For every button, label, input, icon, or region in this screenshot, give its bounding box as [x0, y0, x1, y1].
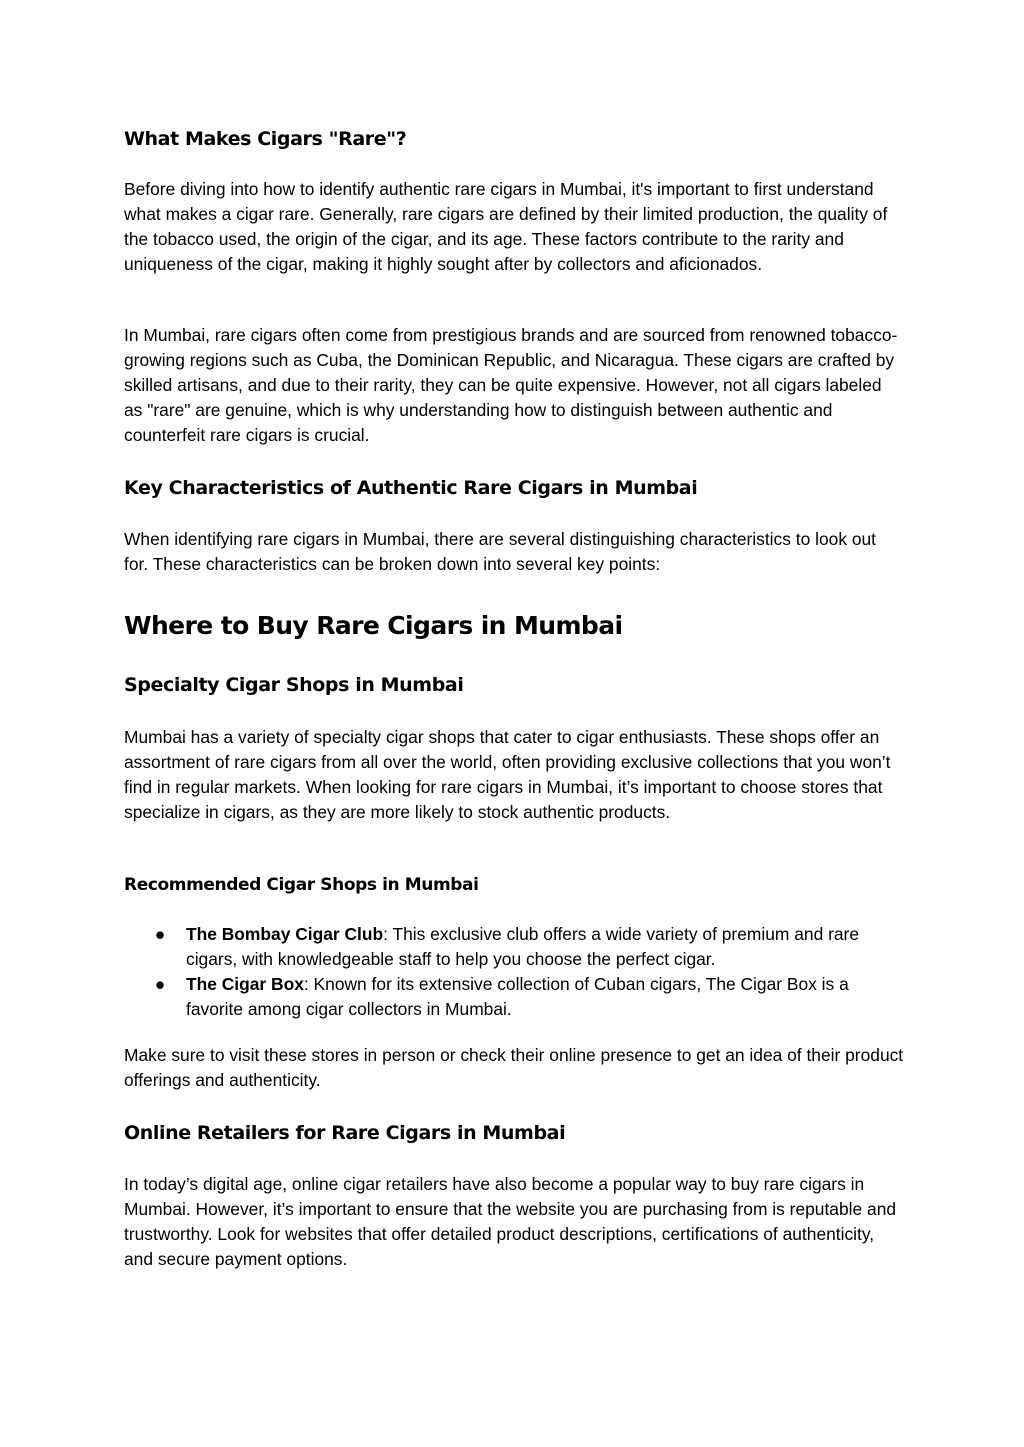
shop-list [154, 922, 904, 1022]
heading-where-to-buy: Where to Buy Rare Cigars in Mumbai [124, 611, 623, 640]
paragraph-rare-sources: In Mumbai, rare cigars often come from prestigious brands and are sourced from renowned tobacco-growing regions such as Cuba, the Dominican Republic, and Nicaragua. These cigars are crafted by skilled artisans, and due to their rarity, they can be quite expensive. However, not all cigars labeled as "rare" are genuine, which is why understanding how to distinguish between authentic and counterfeit rare cigars is crucial. [124, 325, 898, 445]
bullet-icon: ● [154, 924, 166, 944]
shop-name: The Bombay Cigar Club [186, 924, 384, 944]
bullet-icon: ● [154, 974, 166, 994]
heading-specialty-shops: Specialty Cigar Shops in Mumbai [124, 674, 464, 696]
paragraph-visit-stores: Make sure to visit these stores in person or check their online presence to get an idea of their product offerings and authenticity. [124, 1045, 904, 1090]
heading-recommended-shops: Recommended Cigar Shops in Mumbai [124, 875, 479, 895]
paragraph-specialty-shops: Mumbai has a variety of specialty cigar shops that cater to cigar enthusiasts. These shops offer an assortment of rare cigars from all over the world, often providing exclusive collections that you won’t find in regular markets. When looking for rare cigars in Mumbai, it’s important to choose stores that specialize in cigars, as they are more likely to stock authentic products. [124, 727, 891, 822]
list-item-bombay-cigar-club [154, 922, 904, 972]
heading-what-makes-cigars-rare: What Makes Cigars "Rare"? [124, 128, 407, 150]
heading-online-retailers: Online Retailers for Rare Cigars in Mumbai [124, 1122, 566, 1144]
shop-description: : This exclusive club offers a wide variety of premium and rare cigars, with knowledgeable staff to help you choose the perfect cigar. [186, 924, 859, 969]
paragraph-key-characteristics: When identifying rare cigars in Mumbai, there are several distinguishing characteristics to look out for. These characteristics can be broken down into several key points: [124, 529, 877, 574]
list-item-cigar-box [154, 972, 904, 1022]
shop-name: The Cigar Box [186, 974, 304, 994]
paragraph-online-retailers: In today’s digital age, online cigar retailers have also become a popular way to buy rare cigars in Mumbai. However, it’s important to ensure that the website you are purchasing from is reputable and trustworthy. Look for websites that offer detailed product descriptions, certifications of authenticity, and secure payment options. [124, 1174, 897, 1269]
shop-description: : Known for its extensive collection of Cuban cigars, The Cigar Box is a favorite among cigar collectors in Mumbai. [186, 974, 849, 1019]
heading-key-characteristics: Key Characteristics of Authentic Rare Cigars in Mumbai [124, 477, 698, 499]
paragraph-rare-definition: Before diving into how to identify authentic rare cigars in Mumbai, it's important to first understand what makes a cigar rare. Generally, rare cigars are defined by their limited production, the quality of the tobacco used, the origin of the cigar, and its age. These factors contribute to the rarity and uniqueness of the cigar, making it highly sought after by collectors and aficionados. [124, 179, 888, 274]
